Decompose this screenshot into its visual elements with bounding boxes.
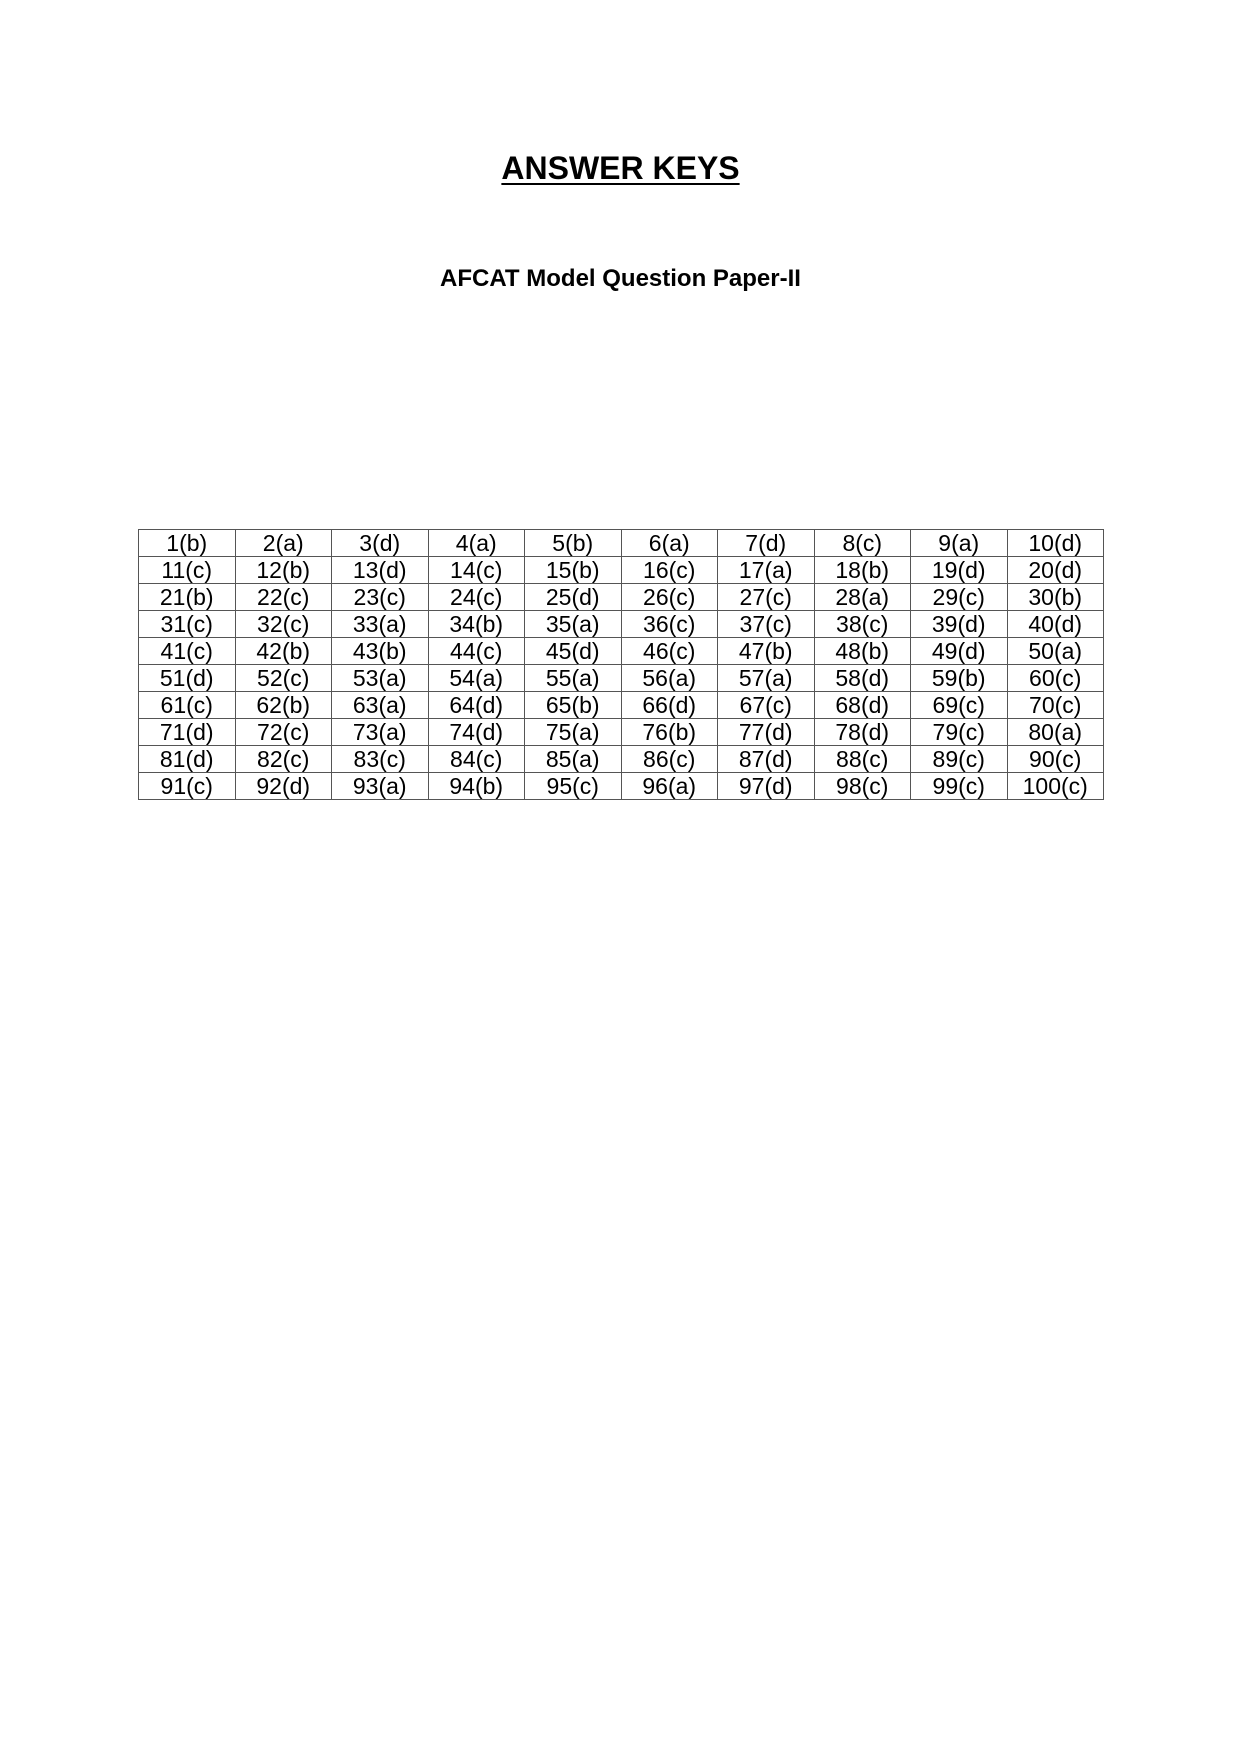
answer-cell: 73(a) [332, 719, 429, 746]
answer-cell: 35(a) [525, 611, 622, 638]
answer-key-table-body [139, 530, 1104, 800]
table-row [139, 719, 1104, 746]
answer-cell: 89(c) [911, 746, 1008, 773]
answer-cell: 45(d) [525, 638, 622, 665]
answer-cell: 16(c) [621, 557, 718, 584]
answer-cell: 76(b) [621, 719, 718, 746]
answer-cell: 59(b) [911, 665, 1008, 692]
answer-cell: 88(c) [814, 746, 911, 773]
answer-cell: 33(a) [332, 611, 429, 638]
answer-cell: 28(a) [814, 584, 911, 611]
answer-cell: 24(c) [428, 584, 525, 611]
answer-cell: 65(b) [525, 692, 622, 719]
answer-cell: 81(d) [139, 746, 236, 773]
answer-cell: 60(c) [1007, 665, 1104, 692]
answer-cell: 21(b) [139, 584, 236, 611]
answer-cell: 68(d) [814, 692, 911, 719]
table-row [139, 557, 1104, 584]
answer-cell: 62(b) [235, 692, 332, 719]
answer-cell: 11(c) [139, 557, 236, 584]
answer-cell: 57(a) [718, 665, 815, 692]
answer-cell: 79(c) [911, 719, 1008, 746]
answer-cell: 5(b) [525, 530, 622, 557]
answer-cell: 53(a) [332, 665, 429, 692]
answer-cell: 93(a) [332, 773, 429, 800]
answer-cell: 83(c) [332, 746, 429, 773]
answer-cell: 85(a) [525, 746, 622, 773]
answer-cell: 18(b) [814, 557, 911, 584]
answer-cell: 64(d) [428, 692, 525, 719]
answer-cell: 23(c) [332, 584, 429, 611]
answer-cell: 50(a) [1007, 638, 1104, 665]
answer-cell: 87(d) [718, 746, 815, 773]
answer-cell: 42(b) [235, 638, 332, 665]
answer-cell: 4(a) [428, 530, 525, 557]
answer-cell: 69(c) [911, 692, 1008, 719]
answer-cell: 39(d) [911, 611, 1008, 638]
answer-cell: 37(c) [718, 611, 815, 638]
answer-cell: 98(c) [814, 773, 911, 800]
answer-cell: 32(c) [235, 611, 332, 638]
table-row [139, 530, 1104, 557]
table-row [139, 611, 1104, 638]
table-row [139, 692, 1104, 719]
answer-cell: 90(c) [1007, 746, 1104, 773]
answer-cell: 6(a) [621, 530, 718, 557]
answer-cell: 15(b) [525, 557, 622, 584]
answer-cell: 48(b) [814, 638, 911, 665]
answer-cell: 1(b) [139, 530, 236, 557]
answer-cell: 97(d) [718, 773, 815, 800]
answer-cell: 46(c) [621, 638, 718, 665]
answer-cell: 75(a) [525, 719, 622, 746]
answer-cell: 94(b) [428, 773, 525, 800]
table-row [139, 638, 1104, 665]
answer-cell: 61(c) [139, 692, 236, 719]
answer-cell: 41(c) [139, 638, 236, 665]
answer-cell: 31(c) [139, 611, 236, 638]
answer-cell: 56(a) [621, 665, 718, 692]
answer-cell: 34(b) [428, 611, 525, 638]
answer-cell: 78(d) [814, 719, 911, 746]
answer-cell: 13(d) [332, 557, 429, 584]
page-title [0, 148, 1241, 188]
answer-cell: 51(d) [139, 665, 236, 692]
answer-cell: 74(d) [428, 719, 525, 746]
answer-cell: 22(c) [235, 584, 332, 611]
answer-cell: 9(a) [911, 530, 1008, 557]
answer-cell: 19(d) [911, 557, 1008, 584]
answer-cell: 44(c) [428, 638, 525, 665]
answer-cell: 77(d) [718, 719, 815, 746]
answer-cell: 43(b) [332, 638, 429, 665]
answer-cell: 84(c) [428, 746, 525, 773]
answer-cell: 10(d) [1007, 530, 1104, 557]
answer-cell: 55(a) [525, 665, 622, 692]
answer-cell: 58(d) [814, 665, 911, 692]
answer-cell: 71(d) [139, 719, 236, 746]
answer-cell: 91(c) [139, 773, 236, 800]
answer-cell: 17(a) [718, 557, 815, 584]
answer-cell: 54(a) [428, 665, 525, 692]
answer-cell: 29(c) [911, 584, 1008, 611]
page-title-text: ANSWER KEYS [501, 150, 740, 186]
table-row [139, 665, 1104, 692]
answer-cell: 96(a) [621, 773, 718, 800]
answer-cell: 82(c) [235, 746, 332, 773]
answer-cell: 63(a) [332, 692, 429, 719]
answer-cell: 92(d) [235, 773, 332, 800]
answer-cell: 95(c) [525, 773, 622, 800]
answer-cell: 7(d) [718, 530, 815, 557]
answer-cell: 2(a) [235, 530, 332, 557]
answer-cell: 66(d) [621, 692, 718, 719]
answer-key-table [138, 529, 1104, 800]
answer-cell: 30(b) [1007, 584, 1104, 611]
answer-cell: 25(d) [525, 584, 622, 611]
answer-cell: 52(c) [235, 665, 332, 692]
answer-cell: 3(d) [332, 530, 429, 557]
answer-cell: 67(c) [718, 692, 815, 719]
answer-cell: 27(c) [718, 584, 815, 611]
answer-cell: 20(d) [1007, 557, 1104, 584]
page-subtitle: AFCAT Model Question Paper-II [440, 265, 801, 292]
answer-cell: 40(d) [1007, 611, 1104, 638]
answer-cell: 36(c) [621, 611, 718, 638]
answer-cell: 14(c) [428, 557, 525, 584]
answer-cell: 100(c) [1007, 773, 1104, 800]
answer-cell: 80(a) [1007, 719, 1104, 746]
answer-cell: 49(d) [911, 638, 1008, 665]
answer-cell: 38(c) [814, 611, 911, 638]
answer-cell: 70(c) [1007, 692, 1104, 719]
table-row [139, 584, 1104, 611]
answer-cell: 86(c) [621, 746, 718, 773]
answer-cell: 8(c) [814, 530, 911, 557]
answer-cell: 26(c) [621, 584, 718, 611]
answer-cell: 99(c) [911, 773, 1008, 800]
answer-cell: 72(c) [235, 719, 332, 746]
answer-cell: 47(b) [718, 638, 815, 665]
answer-cell: 12(b) [235, 557, 332, 584]
table-row [139, 746, 1104, 773]
table-row [139, 773, 1104, 800]
